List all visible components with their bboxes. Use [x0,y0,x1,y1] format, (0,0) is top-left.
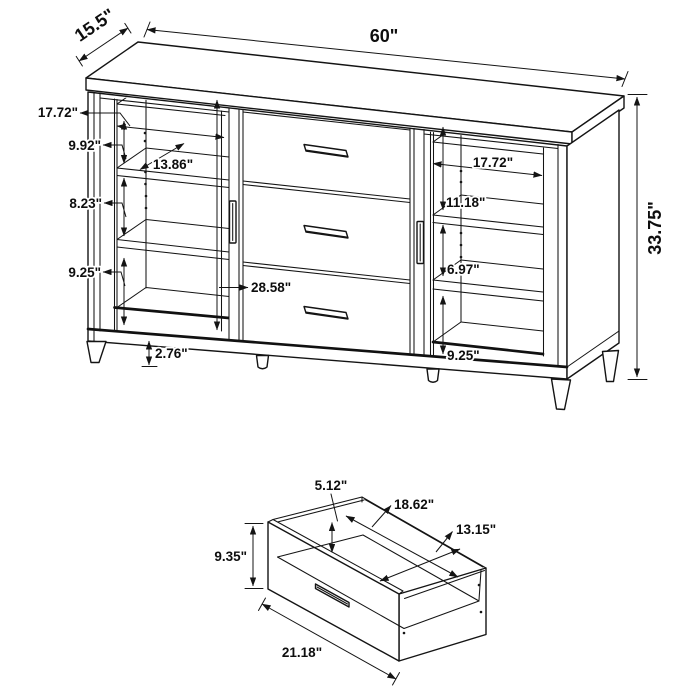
dim-cabinet-depth: 15.5" [70,4,119,46]
dim-left-top-shelf: 9.92" [68,138,101,153]
dim-leg-height: 2.76" [155,346,188,361]
dim-left-bottom-shelf: 9.25" [68,265,101,280]
dim-drawer-inner-depth: 13.15" [456,522,497,537]
dim-right-middle-shelf: 6.97" [447,262,480,277]
dim-left-opening-width: 17.72" [37,105,78,120]
dim-left-shelf-depth: 13.86" [152,157,194,172]
cabinet-drawing [38,5,665,410]
dim-left-middle-shelf: 8.23" [69,196,102,211]
dim-left-interior-height: 28.58" [251,280,292,295]
dim-drawer-inner-width: 18.62" [394,497,435,512]
left-door-handle [230,201,237,243]
dim-drawer-width: 21.18" [281,645,323,660]
dim-right-top-shelf: 11.18" [446,195,486,210]
dim-right-bottom-shelf: 9.25" [447,348,480,363]
drawer-drawing [214,478,496,685]
dim-right-opening-width: 17.72" [472,155,514,170]
dim-cabinet-width: 60" [369,26,399,46]
dim-drawer-front-height: 9.35" [214,549,247,564]
dim-cabinet-height: 33.75" [645,201,665,255]
right-door-handle [417,222,424,264]
dim-drawer-inner-height: 5.12" [314,478,348,493]
